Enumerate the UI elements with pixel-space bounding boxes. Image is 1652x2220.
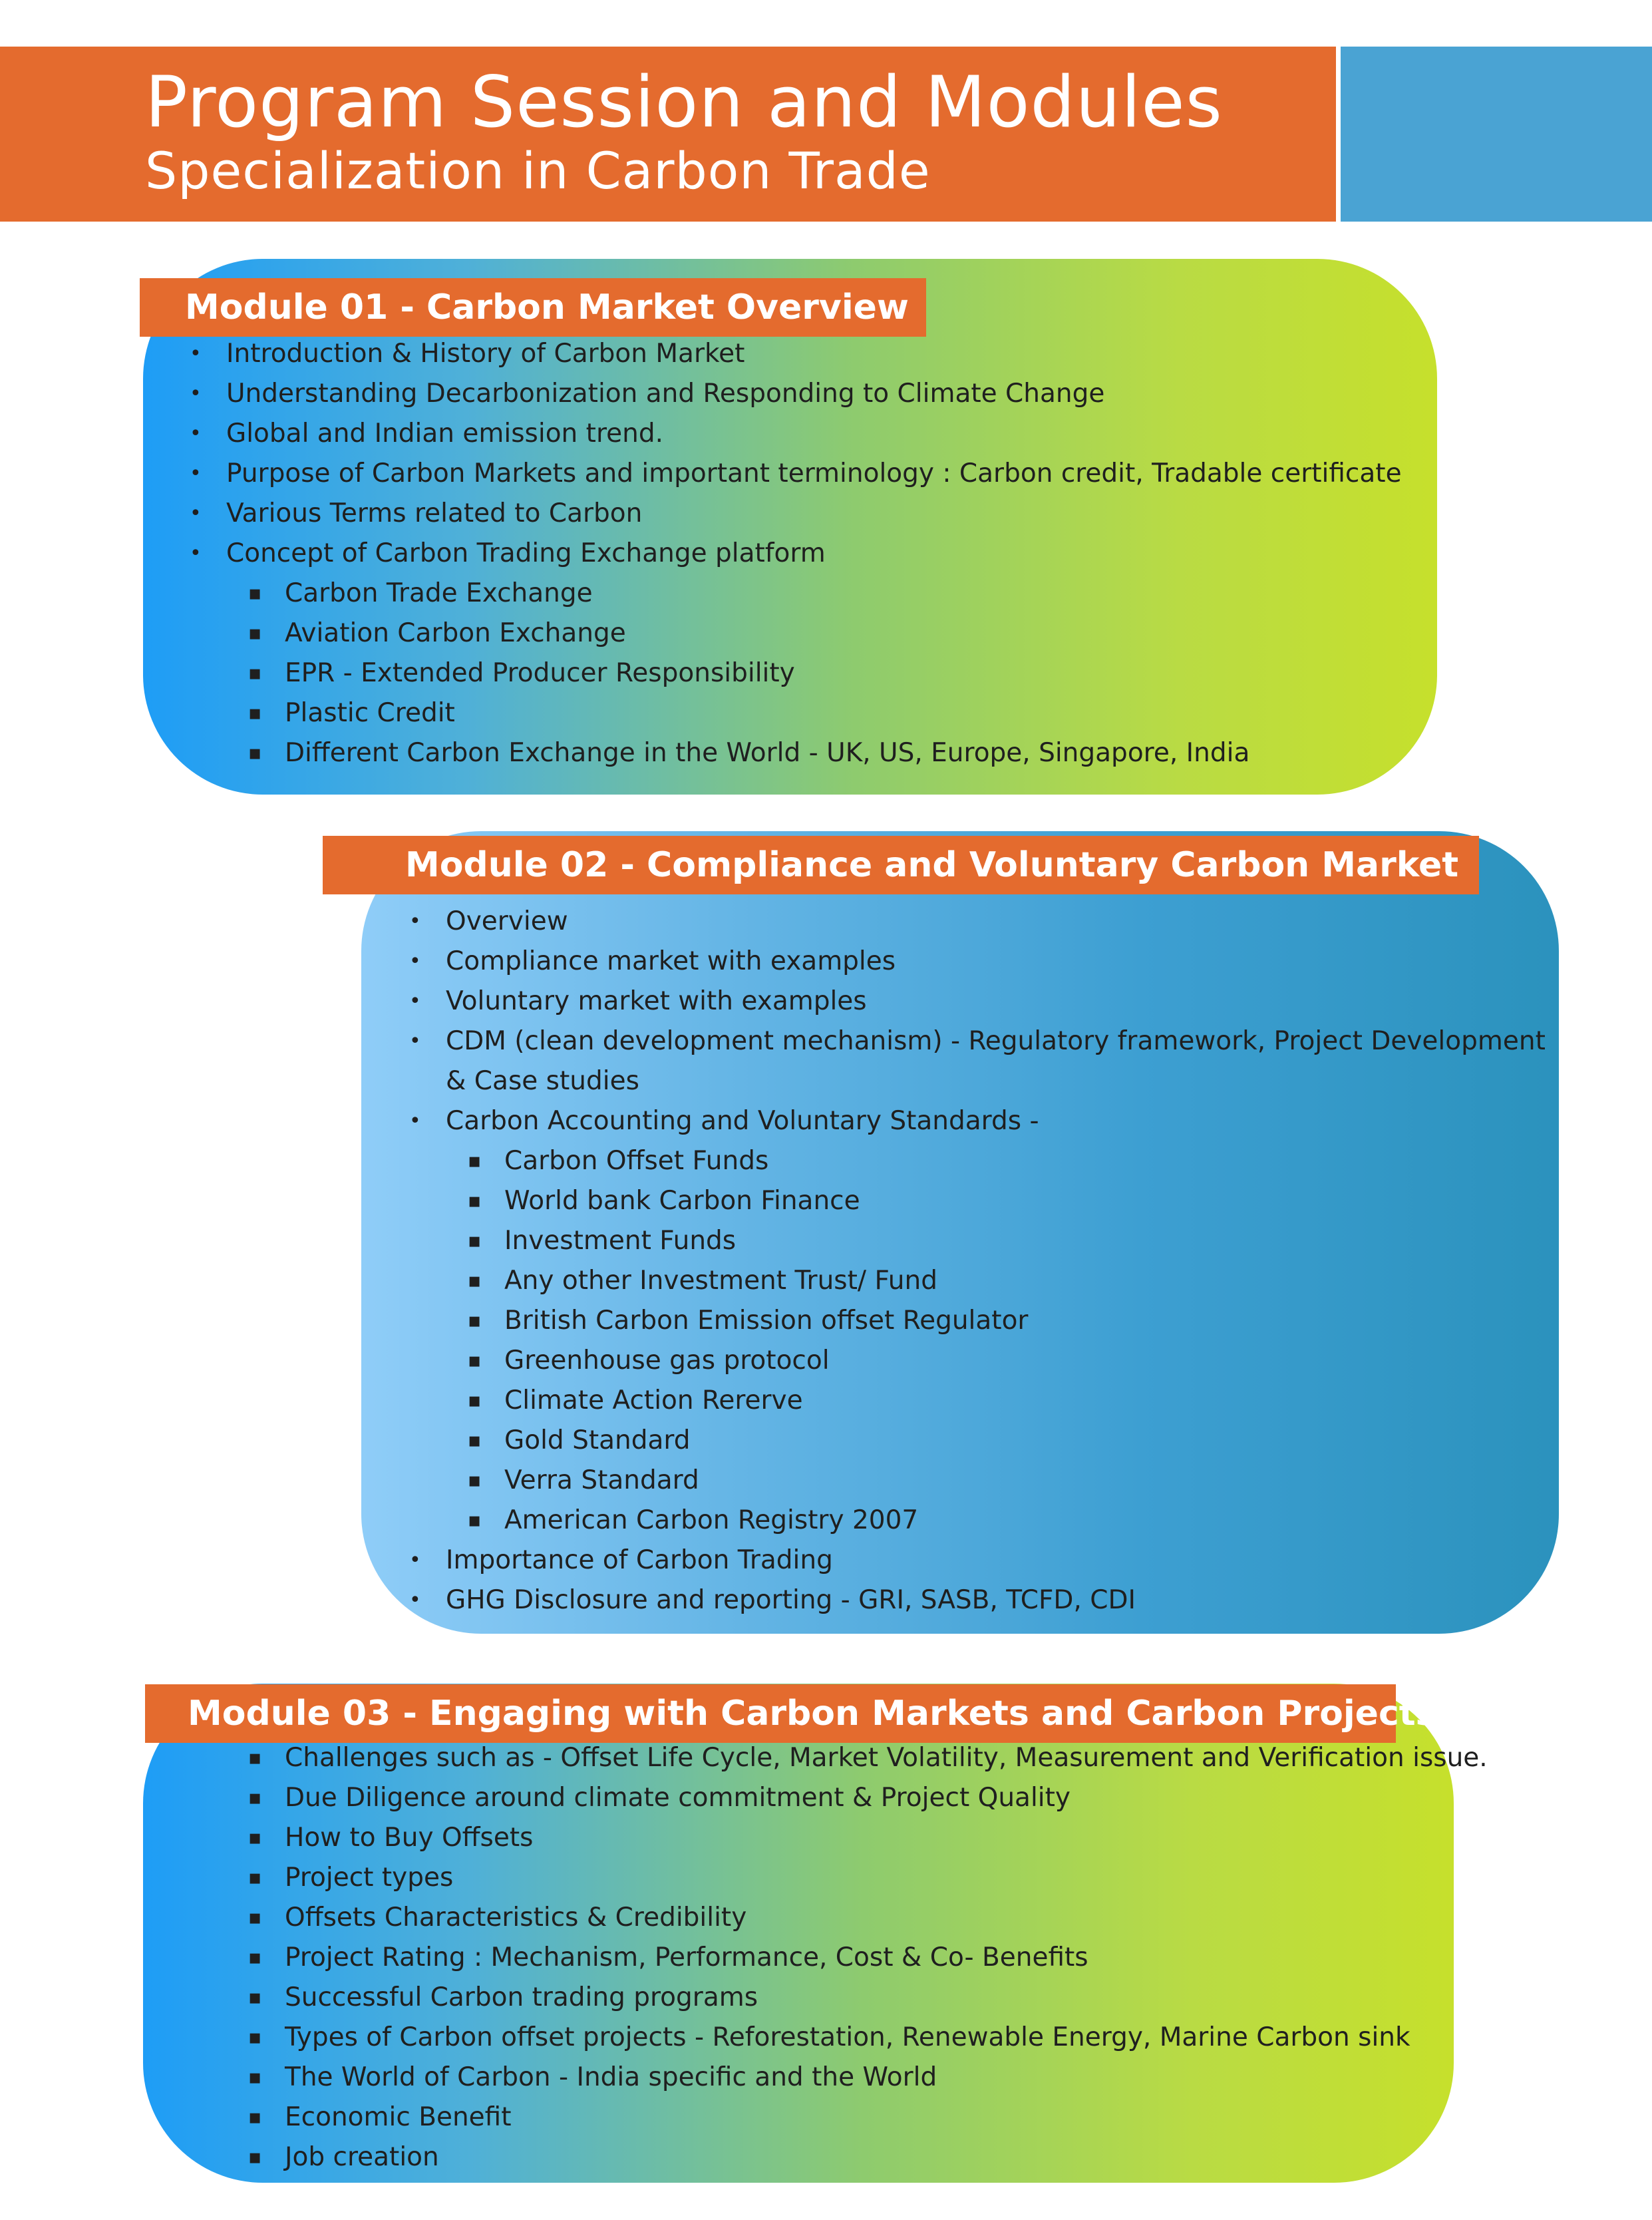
- list-item: • Voluntary market with examples: [446, 982, 1546, 1021]
- list-subitem: ▪ World bank Carbon Finance: [446, 1181, 1546, 1221]
- list-item: ▪ Project Rating : Mechanism, Performance, Cost & Co- Benefits: [285, 1938, 1488, 1978]
- square-bullet-icon: ▪: [248, 1826, 262, 1849]
- square-bullet-icon: ▪: [468, 1349, 482, 1372]
- list-subitem: ▪ Aviation Carbon Exchange: [226, 614, 1402, 653]
- module-02-title: Module 02 - Compliance and Voluntary Carbon Market: [323, 836, 1479, 894]
- list-item: ▪ Types of Carbon offset projects - Reforestation, Renewable Energy, Marine Carbon sink: [285, 2018, 1488, 2058]
- module-01-title: Module 01 - Carbon Market Overview: [140, 278, 926, 337]
- square-bullet-icon: ▪: [468, 1149, 482, 1173]
- page-subtitle: Specialization in Carbon Trade: [145, 141, 931, 200]
- list-subitem: ▪ Different Carbon Exchange in the World - UK, US, Europe, Singapore, India: [226, 733, 1402, 773]
- list-item: ▪ Challenges such as - Offset Life Cycle, Market Volatility, Measurement and Verification issue.: [285, 1738, 1488, 1778]
- list-item: • Importance of Carbon Trading: [446, 1541, 1546, 1580]
- list-item: ▪ Offsets Characteristics & Credibility: [285, 1898, 1488, 1938]
- list-item: ▪ How to Buy Offsets: [285, 1818, 1488, 1858]
- bullet-icon: •: [409, 1549, 421, 1572]
- list-item: ▪ Due Diligence around climate commitment & Project Quality: [285, 1778, 1488, 1818]
- bullet-icon: •: [190, 542, 202, 565]
- list-item-continuation: & Case studies: [446, 1066, 639, 1096]
- bullet-icon: •: [190, 382, 202, 405]
- square-bullet-icon: ▪: [248, 1746, 262, 1769]
- bullet-icon: •: [190, 342, 202, 365]
- list-subitem: ▪ Investment Funds: [446, 1221, 1546, 1261]
- module-02-topic-list: [409, 902, 1546, 1620]
- list-item: • Understanding Decarbonization and Responding to Climate Change: [226, 374, 1402, 414]
- list-subitem: ▪ EPR - Extended Producer Responsibility: [226, 653, 1402, 693]
- list-subitem: ▪ Climate Action Rererve: [446, 1381, 1546, 1421]
- square-bullet-icon: ▪: [468, 1469, 482, 1492]
- square-bullet-icon: ▪: [468, 1429, 482, 1452]
- list-item: ▪ Successful Carbon trading programs: [285, 1978, 1488, 2018]
- list-item: • Purpose of Carbon Markets and important terminology : Carbon credit, Tradable certificate: [226, 454, 1402, 494]
- square-bullet-icon: ▪: [248, 582, 262, 605]
- square-bullet-icon: ▪: [248, 2145, 262, 2169]
- bullet-icon: •: [409, 1588, 421, 1612]
- bullet-icon: •: [409, 990, 421, 1013]
- list-subitem: ▪ Any other Investment Trust/ Fund: [446, 1261, 1546, 1301]
- list-subitem: ▪ Verra Standard: [446, 1461, 1546, 1501]
- list-item: • Carbon Accounting and Voluntary Standards -: [446, 1101, 1546, 1141]
- list-item: ▪ Project types: [285, 1858, 1488, 1898]
- square-bullet-icon: ▪: [248, 701, 262, 725]
- square-bullet-icon: ▪: [248, 2026, 262, 2049]
- square-bullet-icon: ▪: [468, 1269, 482, 1292]
- bullet-icon: •: [190, 502, 202, 525]
- bullet-icon: •: [409, 1109, 421, 1133]
- header-accent-block: [1341, 47, 1652, 222]
- square-bullet-icon: ▪: [248, 1986, 262, 2009]
- bullet-icon: •: [190, 422, 202, 445]
- module-01-topic-list: [190, 334, 1402, 773]
- square-bullet-icon: ▪: [248, 2066, 262, 2089]
- bullet-icon: •: [409, 950, 421, 973]
- square-bullet-icon: ▪: [248, 2106, 262, 2129]
- list-item: • Overview: [446, 902, 1546, 942]
- list-subitem: ▪ Greenhouse gas protocol: [446, 1341, 1546, 1381]
- square-bullet-icon: ▪: [468, 1189, 482, 1212]
- list-item: ▪ The World of Carbon - India specific and the World: [285, 2058, 1488, 2098]
- list-item: • Compliance market with examples: [446, 942, 1546, 982]
- list-item: ▪ Job creation: [285, 2137, 1488, 2177]
- square-bullet-icon: ▪: [248, 1786, 262, 1809]
- list-item: • Global and Indian emission trend.: [226, 414, 1402, 454]
- list-item: • Concept of Carbon Trading Exchange platform: [226, 534, 1402, 574]
- square-bullet-icon: ▪: [248, 622, 262, 645]
- square-bullet-icon: ▪: [248, 1946, 262, 1969]
- list-item: ▪ Economic Benefit: [285, 2098, 1488, 2137]
- square-bullet-icon: ▪: [248, 741, 262, 765]
- square-bullet-icon: ▪: [468, 1309, 482, 1332]
- square-bullet-icon: ▪: [248, 1906, 262, 1929]
- list-subitem: ▪ Carbon Offset Funds: [446, 1141, 1546, 1181]
- list-item: • GHG Disclosure and reporting - GRI, SASB, TCFD, CDI: [446, 1580, 1546, 1620]
- module-03-title: Module 03 - Engaging with Carbon Markets and Carbon Projects: [145, 1684, 1396, 1743]
- square-bullet-icon: ▪: [468, 1229, 482, 1252]
- bullet-icon: •: [190, 462, 202, 485]
- list-subitem: ▪ Plastic Credit: [226, 693, 1402, 733]
- square-bullet-icon: ▪: [468, 1509, 482, 1532]
- square-bullet-icon: ▪: [468, 1389, 482, 1412]
- square-bullet-icon: ▪: [248, 661, 262, 685]
- square-bullet-icon: ▪: [248, 1866, 262, 1889]
- list-item: • Introduction & History of Carbon Market: [226, 334, 1402, 374]
- bullet-icon: •: [409, 910, 421, 933]
- list-item: • CDM (clean development mechanism) - Regulatory framework, Project Development: [446, 1021, 1546, 1061]
- list-item: • Various Terms related to Carbon: [226, 494, 1402, 534]
- list-subitem: ▪ American Carbon Registry 2007: [446, 1501, 1546, 1541]
- list-subitem: ▪ Gold Standard: [446, 1421, 1546, 1461]
- list-subitem: ▪ Carbon Trade Exchange: [226, 574, 1402, 614]
- page-title: Program Session and Modules: [145, 61, 1223, 143]
- bullet-icon: •: [409, 1029, 421, 1053]
- list-subitem: ▪ British Carbon Emission offset Regulator: [446, 1301, 1546, 1341]
- module-03-topic-list: [248, 1738, 1488, 2177]
